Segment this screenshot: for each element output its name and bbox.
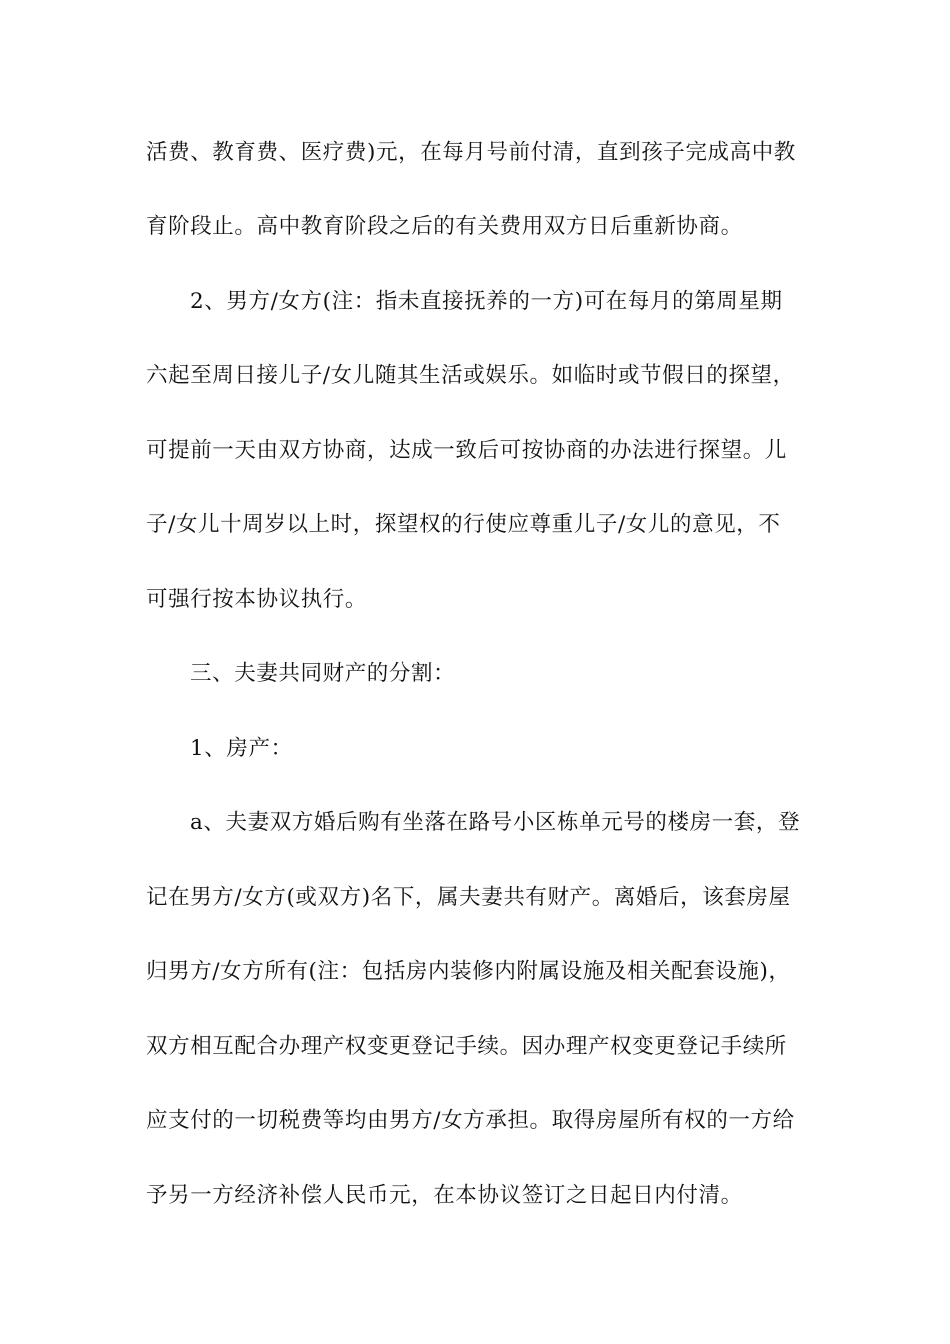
paragraph-line: 2、男方/女方(注：指未直接抚养的一方)可在每月的第周星期 (190, 289, 783, 314)
paragraph-line: 予另一方经济补偿人民币元，在本协议签订之日起日内付清。 (146, 1183, 743, 1208)
paragraph-line: 应支付的一切税费等均由男方/女方承担。取得房屋所有权的一方给 (146, 1108, 795, 1133)
paragraph-line: 可强行按本协议执行。 (146, 587, 368, 612)
paragraph-line: 记在男方/女方(或双方)名下，属夫妻共有财产。离婚后，该套房屋 (146, 885, 791, 910)
paragraph-line: a、夫妻双方婚后购有坐落在路号小区栋单元号的楼房一套，登 (190, 810, 801, 835)
paragraph-line: 六起至周日接儿子/女儿随其生活或娱乐。如临时或节假日的探望， (146, 363, 795, 388)
paragraph-line: 双方相互配合办理产权变更登记手续。因办理产权变更登记手续所 (146, 1034, 787, 1059)
paragraph-line: 归男方/女方所有(注：包括房内装修内附属设施及相关配套设施)， (146, 959, 791, 984)
paragraph-line: 可提前一天由双方协商，达成一致后可按协商的办法进行探望。儿 (146, 438, 787, 463)
paragraph-line: 子/女儿十周岁以上时，探望权的行使应尊重儿子/女儿的意见，不 (146, 512, 781, 537)
paragraph-line: 育阶段止。高中教育阶段之后的有关费用双方日后重新协商。 (146, 214, 743, 239)
section-heading: 三、夫妻共同财产的分割： (190, 661, 456, 686)
paragraph-line: 活费、教育费、医疗费)元，在每月号前付清，直到孩子完成高中教 (146, 140, 796, 165)
subsection-heading: 1、房产： (190, 736, 293, 761)
